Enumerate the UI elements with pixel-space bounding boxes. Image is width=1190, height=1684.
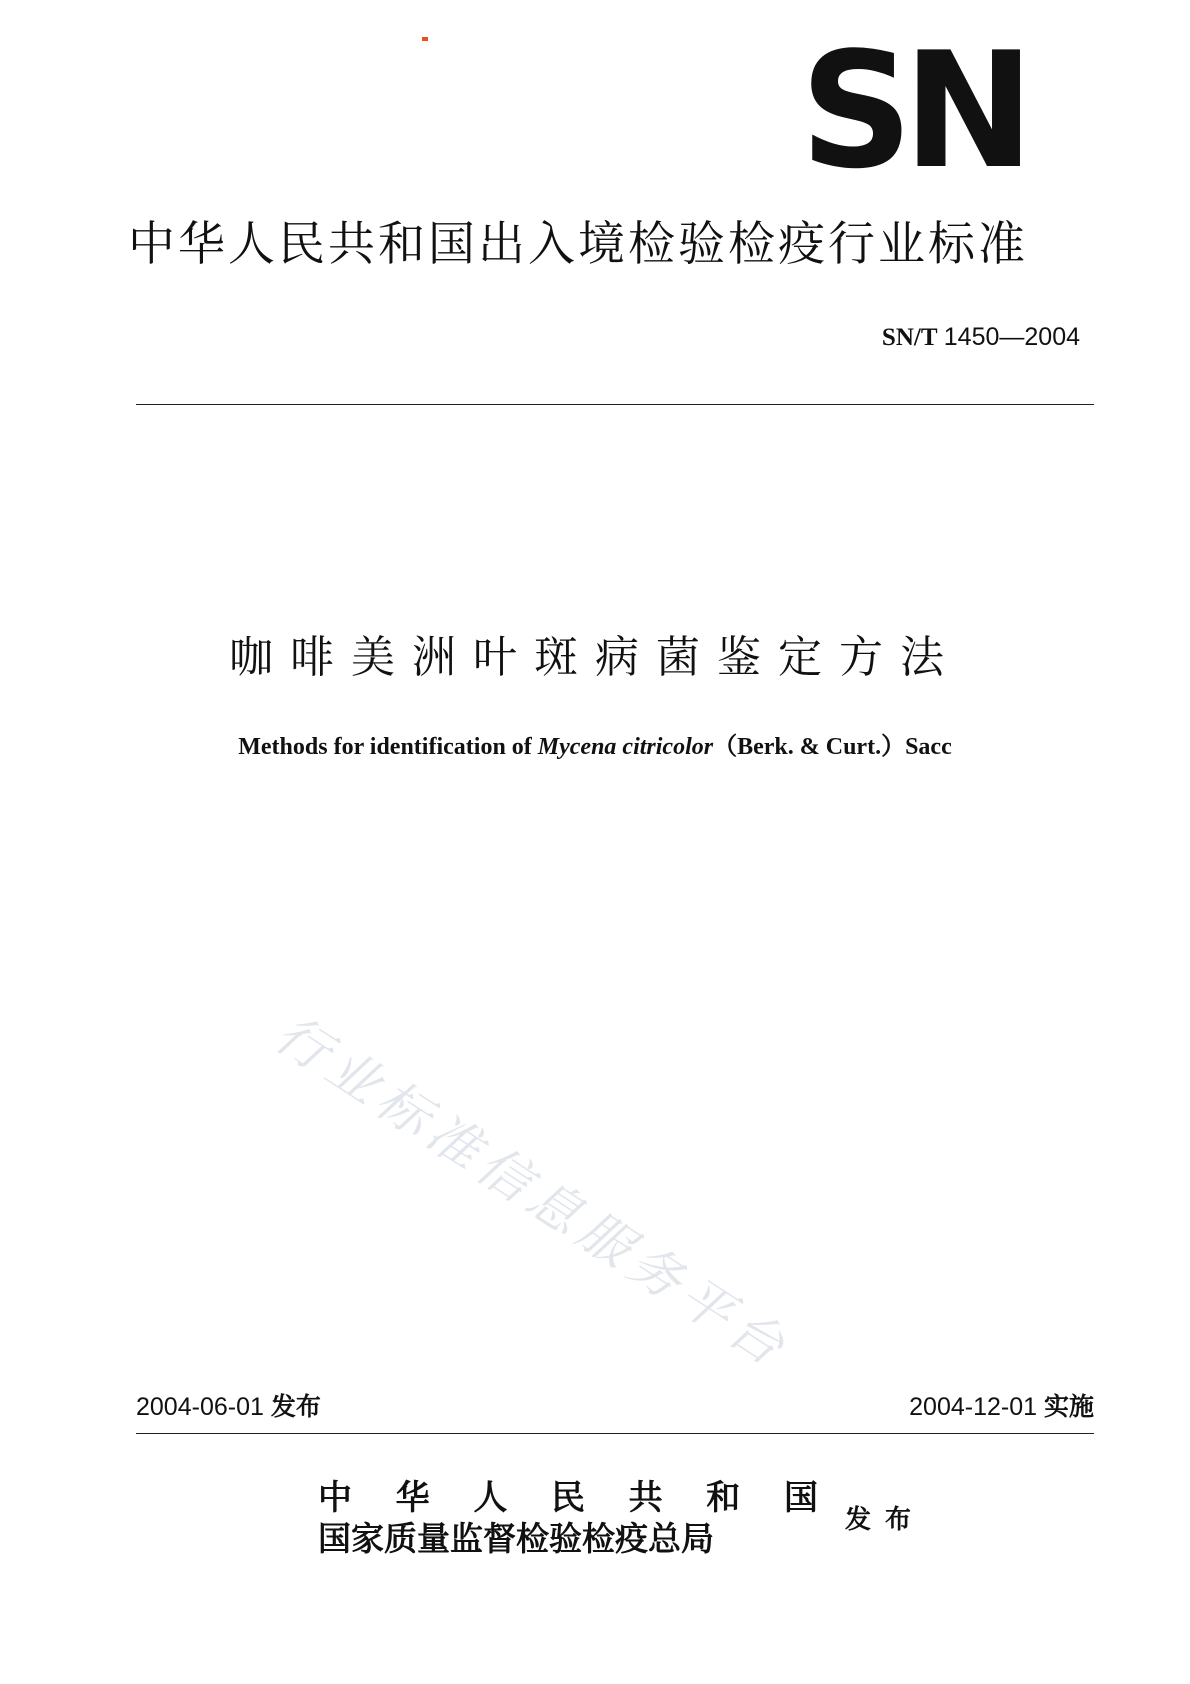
implement-date: 2004-12-01 <box>909 1393 1038 1421</box>
publisher-line1 <box>318 1478 818 1518</box>
publisher-char: 中 <box>318 1478 352 1518</box>
title-english-prefix: Methods for identification of <box>238 734 538 760</box>
publisher-line2: 国家质量监督检验检疫总局 <box>318 1519 714 1558</box>
code-prefix: SN/T <box>881 324 938 351</box>
title-english-suffix: （Berk. & Curt.）Sacc <box>713 734 952 760</box>
publisher-char: 国 <box>783 1478 818 1518</box>
publisher-char: 华 <box>395 1478 430 1518</box>
issue-label: 发布 <box>270 1392 321 1421</box>
code-number: 1450—2004 <box>943 323 1080 351</box>
publisher-char: 民 <box>550 1478 585 1518</box>
org-title: 中华人民共和国出入境检验检疫行业标准 <box>128 217 1028 272</box>
title-english <box>0 730 1190 764</box>
sn-logo: SN <box>800 17 1025 204</box>
issue-date: 2004-06-01 <box>136 1393 264 1421</box>
publisher-char: 共 <box>628 1478 663 1518</box>
top-divider <box>136 404 1094 405</box>
title-english-species: Mycena citricolor <box>537 734 714 760</box>
standard-code <box>790 320 1080 354</box>
publisher-label: 发布 <box>845 1505 926 1535</box>
orange-mark <box>422 37 428 41</box>
publisher-char: 人 <box>473 1478 508 1518</box>
implement-date-line <box>909 1390 1094 1424</box>
title-chinese: 咖啡美洲叶斑病菌鉴定方法 <box>229 632 961 683</box>
bottom-divider <box>136 1433 1094 1434</box>
publisher-char: 和 <box>706 1478 741 1518</box>
implement-label: 实施 <box>1043 1392 1094 1421</box>
issue-date-line <box>136 1390 321 1424</box>
watermark: 行业标准信息服务平台 <box>264 1004 801 1382</box>
